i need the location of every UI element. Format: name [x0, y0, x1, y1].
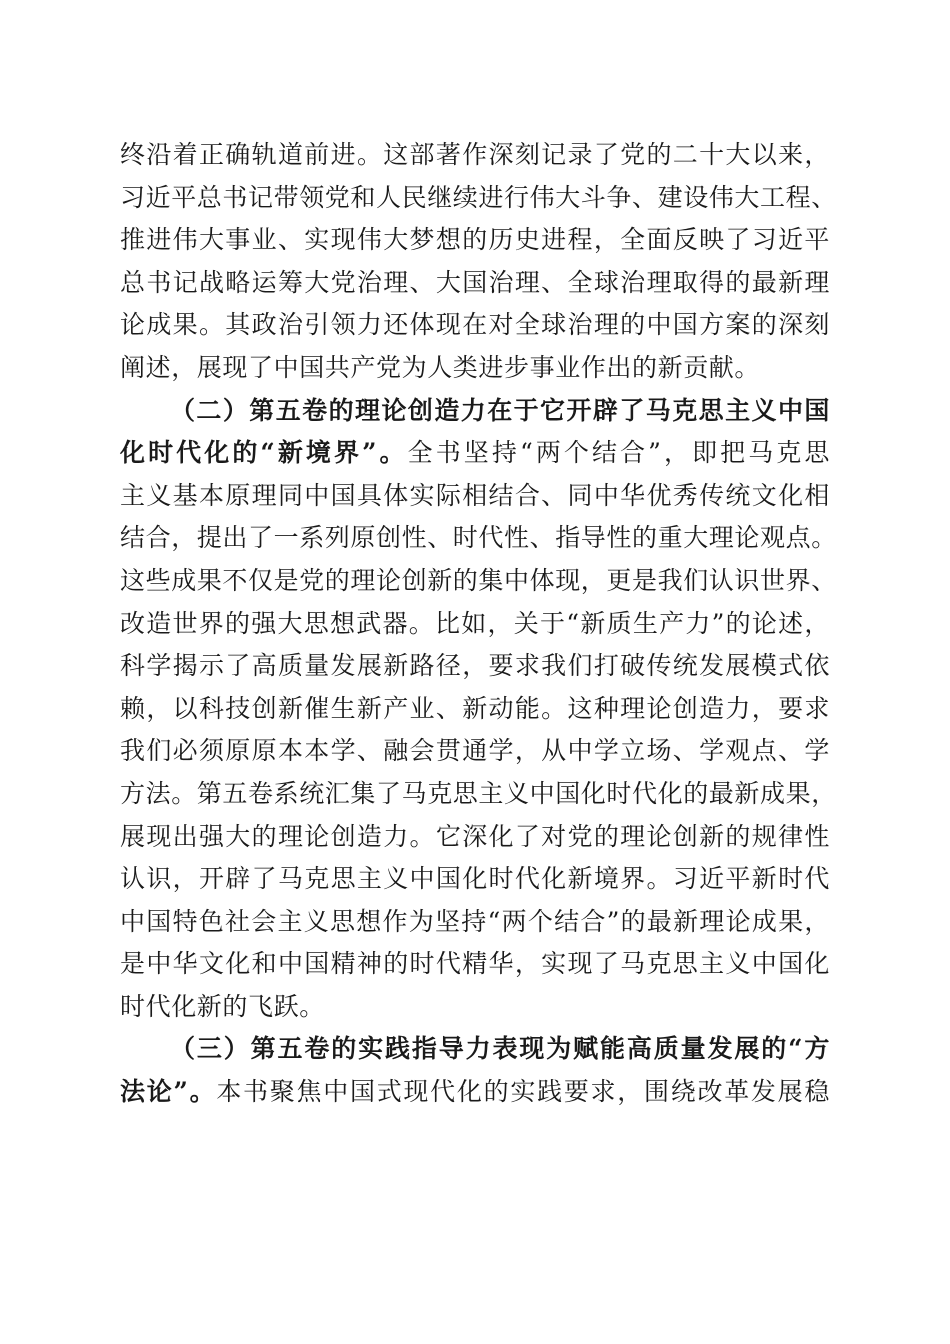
section-heading-2-cont: 化时代化的“新境界”。	[120, 438, 408, 468]
text-line: 时代化新的飞跃。	[120, 991, 325, 1021]
text-span: 全书坚持“两个结合”，即把马克思	[407, 438, 830, 468]
text-line: 主义基本原理同中国具体实际相结合、同中华优秀传统文化相	[120, 480, 830, 510]
text-line: 总书记战略运筹大党治理、大国治理、全球治理取得的最新理	[120, 267, 830, 297]
text-line: 是中华文化和中国精神的时代精华，实现了马克思主义中国化	[120, 949, 830, 979]
section-heading-3-cont: 法论”。	[120, 1077, 217, 1107]
text-line: 赖，以科技创新催生新产业、新动能。这种理论创造力，要求	[120, 693, 830, 723]
text-line: 方法。第五卷系统汇集了马克思主义中国化时代化的最新成果，	[120, 778, 837, 808]
text-line: 科学揭示了高质量发展新路径，要求我们打破传统发展模式依	[120, 651, 830, 681]
text-line: 习近平总书记带领党和人民继续进行伟大斗争、建设伟大工程、	[120, 182, 837, 212]
body-text	[120, 134, 837, 1114]
text-line: 论成果。其政治引领力还体现在对全球治理的中国方案的深刻	[120, 310, 830, 340]
text-line: 我们必须原原本本学、融会贯通学，从中学立场、学观点、学	[120, 736, 830, 766]
text-line: 结合，提出了一系列原创性、时代性、指导性的重大理论观点。	[120, 523, 837, 553]
section-heading-2: （二）第五卷的理论创造力在于它开辟了马克思主义中国	[170, 395, 830, 425]
section-heading-3: （三）第五卷的实践指导力表现为赋能高质量发展的“方	[170, 1034, 830, 1064]
text-line: 阐述，展现了中国共产党为人类进步事业作出的新贡献。	[120, 352, 761, 382]
text-line: 终沿着正确轨道前进。这部著作深刻记录了党的二十大以来，	[120, 140, 830, 169]
text-line: 中国特色社会主义思想作为坚持“两个结合”的最新理论成果，	[120, 906, 830, 936]
text-line: 展现出强大的理论创造力。它深化了对党的理论创新的规律性	[120, 821, 830, 851]
text-line-mixed	[120, 432, 830, 475]
text-line: 认识，开辟了马克思主义中国化时代化新境界。习近平新时代	[120, 864, 830, 894]
text-line: 这些成果不仅是党的理论创新的集中体现，更是我们认识世界、	[120, 565, 837, 595]
text-line: 改造世界的强大思想武器。比如，关于“新质生产力”的论述，	[120, 608, 830, 638]
text-line: 推进伟大事业、实现伟大梦想的历史进程，全面反映了习近平	[120, 225, 830, 255]
text-line-mixed	[120, 1071, 830, 1114]
text-span: 本书聚焦中国式现代化的实践要求，围绕改革发展稳	[216, 1077, 830, 1107]
